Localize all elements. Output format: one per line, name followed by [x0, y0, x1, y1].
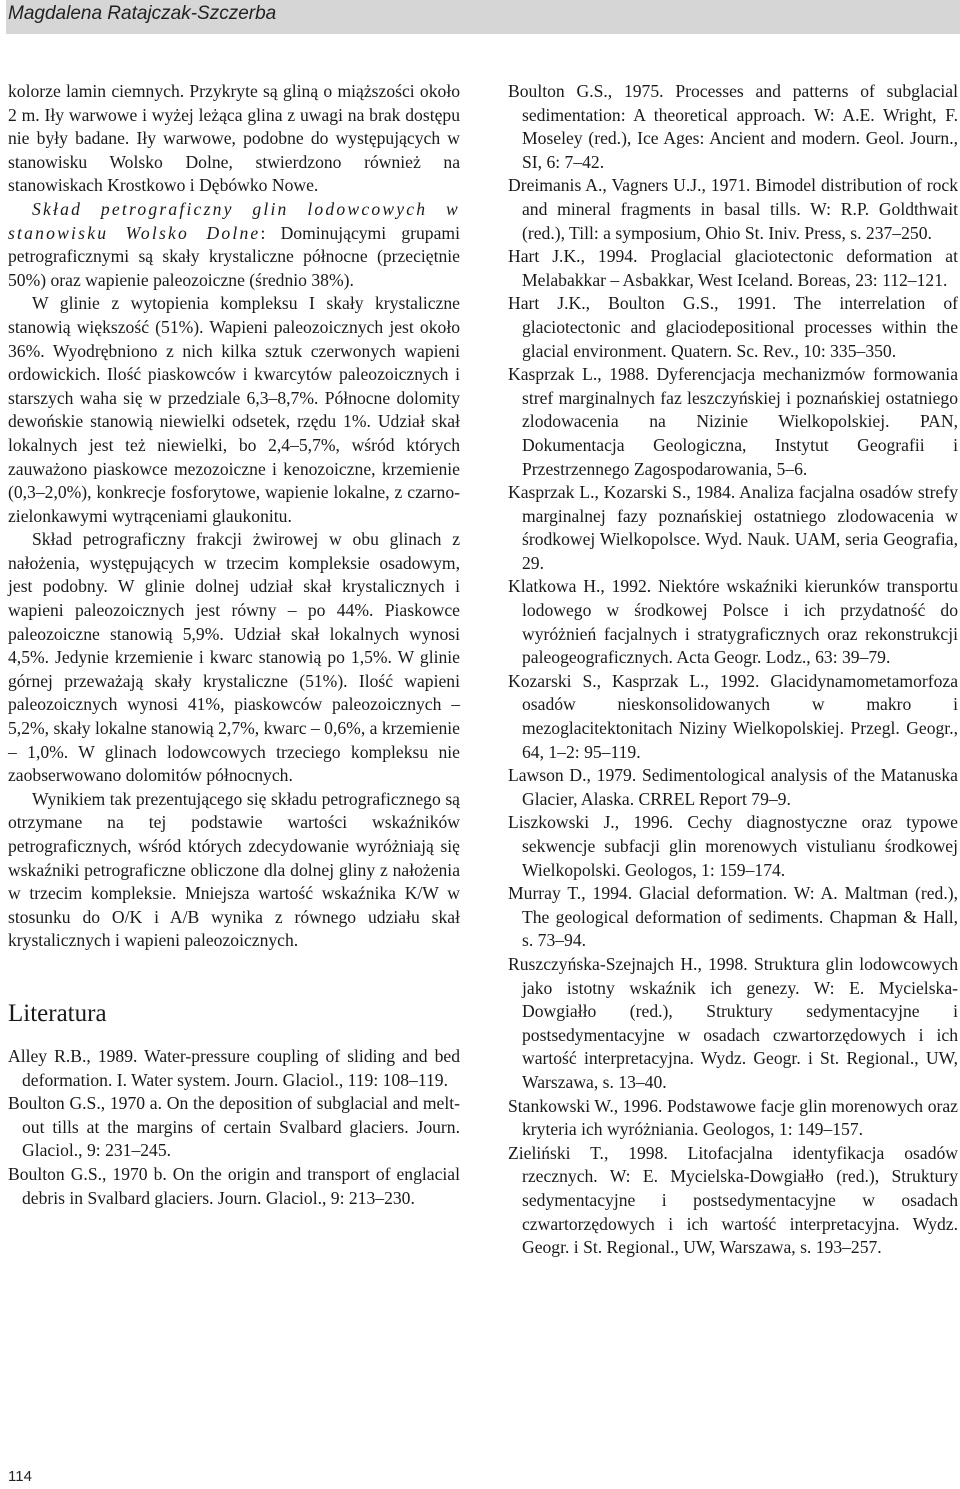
section-lead-heading: Skład petrograficzny glin lodowcowych w stanowisku Wolsko Dolne	[8, 198, 460, 243]
reference-item: Kasprzak L., 1988. Dyferencjacja mechanizmów formowania stref marginalnych faz leszczyńskiej i poznańskiej ostatniego zlodowacenia na Nizinie Wielkopolskiej. PAN, Dokumentacja Geologiczna, Instytut Geografii i Przestrzennego Zagospodarowania, 5–6.	[508, 364, 958, 479]
references-list-left	[8, 1045, 460, 1210]
right-column	[508, 80, 958, 1260]
reference-item: Kozarski S., Kasprzak L., 1992. Glacidynamometamorfoza osadów nieskonsolidowanych w makro i mezoglacitektonitach Niziny Wielkopolskiej. Przegl. Geogr., 64, 1–2: 95–119.	[508, 670, 958, 762]
paragraph: Skład petrograficzny frakcji żwirowej w obu glinach z nałożenia, występujących w trzecim kompleksie osadowym, jest podobny. W glinie dolnej udział skał krystalicznych i wapieni paleozoicznych jest równy – po 44%. Piaskowce paleozoiczne stanowią 5,9%. Udział skał lokalnych wynosi 4,5%. Jedynie krzemienie i kwarc stanowią po 1,5%. W glinie górnej przeważają skały krystaliczne (51%). Ilość wapieni paleozoicznych wynosi 41%, piaskowców paleozoicznych – 5,2%, skały lokalne stanowią 2,7%, kwarc – 0,6%, a krzemienie – 1,0%. W glinach lodowcowych trzeciego kompleksu nie zaobserwowano dolomitów północnych.	[8, 529, 460, 786]
reference-item: Dreimanis A., Vagners U.J., 1971. Bimodel distribution of rock and mineral fragments in basal tills. W: R.P. Goldthwait (red.), Till: a symposium, Ohio St. Iniv. Press, s. 237–250.	[508, 175, 958, 243]
reference-item: Zieliński T., 1998. Litofacjalna identyfikacja osadów rzecznych. W: E. Mycielska-Dowgiałło (red.), Struktury sedymentacyjne i postsedymentacyjne w osadach czwartorzędowych i ich wartość interpretacyjna. Wydz. Geogr. i St. Regional., UW, Warszawa, s. 193–257.	[508, 1142, 958, 1258]
references-list-right	[508, 80, 958, 1260]
reference-item: Klatkowa H., 1992. Niektóre wskaźniki kierunków transportu lodowego w środkowej Polsce i ich przydatność do wyróżnień facjalnych i stratygraficznych oraz rekonstrukcji paleogeograficznych. Acta Geogr. Lodz., 63: 39–79.	[508, 576, 958, 668]
paragraph	[8, 198, 460, 292]
author-name: Magdalena Ratajczak-Szczerba	[8, 3, 277, 24]
reference-item: Ruszczyńska-Szejnajch H., 1998. Struktura glin lodowcowych jako istotny wskaźnik ich genezy. W: E. Mycielska-Dowgiałło (red.), Struktury sedymentacyjne i postsedymentacyjne w osadach czwartorzędowych i ich wartość interpretacyjna. Wydz. Geogr. i St. Regional., UW, Warszawa, s. 13–40.	[508, 953, 958, 1092]
reference-item: Alley R.B., 1989. Water-pressure coupling of sliding and bed deformation. I. Water system. Journ. Glaciol., 119: 108–119.	[8, 1045, 460, 1090]
paragraph: W glinie z wytopienia kompleksu I skały krystaliczne stanowią większość (51%). Wapieni paleozoicznych jest około 36%. Wyodrębniono z nich kilka sztuk czerwonych wapieni ordowickich. Ilość piaskowców i kwarcytów paleozoicznych i starszych waha się w przedziale 6,3–8,7%. Północne dolomity dewońskie stanowią niewielki odsetek, rzędu 1%. Udział skał lokalnych jest też niewielki, bo 2,4–5,7%, wśród których zauważono piaskowce mezozoiczne i kenozoiczne, krzemienie (0,3–2,0%), konkrecje fosforytowe, wapienie lokalne, z czarno-zielonkawymi wytrąceniami glaukonitu.	[8, 293, 460, 526]
reference-item: Stankowski W., 1996. Podstawowe facje glin morenowych oraz kryteria ich wyróżniania. Geologos, 1: 149–157.	[508, 1095, 958, 1140]
paragraph-text: : Dominującymi grupami petrograficznymi są skały krystaliczne północne (przeciętnie 50%) oraz wapienie paleozoiczne (średnio 38%).	[8, 222, 460, 290]
page-number: 114	[8, 1468, 32, 1485]
running-header	[6, 0, 960, 34]
reference-item: Boulton G.S., 1975. Processes and patterns of subglacial sedimentation: A theoretical approach. W: A.E. Wright, F. Moseley (red.), Ice Ages: Ancient and modern. Geol. Journ., SI, 6: 7–42.	[508, 81, 958, 172]
left-column	[8, 80, 460, 1210]
reference-item: Kasprzak L., Kozarski S., 1984. Analiza facjalna osadów strefy marginalnej fazy poznańskiej ostatniego zlodowacenia w środkowej Wielkopolsce. Wyd. Nauk. UAM, seria Geografia, 29.	[508, 482, 958, 573]
reference-item: Hart J.K., 1994. Proglacial glaciotectonic deformation at Melabakkar – Asbakkar, West Iceland. Boreas, 23: 112–121.	[508, 246, 958, 290]
reference-item: Hart J.K., Boulton G.S., 1991. The interrelation of glaciotectonic and glaciodepositional processes within the glacial environment. Quatern. Sc. Rev., 10: 335–350.	[508, 293, 958, 361]
paragraph: Wynikiem tak prezentującego się składu petrograficznego są otrzymane na tej podstawie wartości wskaźników petrograficznych, wśród których zdecydowanie wyróżniają się wskaźniki petrograficzne obliczone dla dolnej gliny z nałożenia w trzecim kompleksie. Mniejsza wartość wskaźnika K/W w stosunku do O/K i A/B wynika z równego udziału skał krystalicznych i wapieni paleozoicznych.	[8, 788, 460, 951]
reference-item: Boulton G.S., 1970 a. On the deposition of subglacial and melt-out tills at the margins of certain Svalbard glaciers. Journ. Glaciol., 9: 231–245.	[8, 1093, 460, 1161]
reference-item: Lawson D., 1979. Sedimentological analysis of the Matanuska Glacier, Alaska. CRREL Report 79–9.	[508, 765, 958, 809]
reference-item: Murray T., 1994. Glacial deformation. W: A. Maltman (red.), The geological deformation of sediments. Chapman & Hall, s. 73–94.	[508, 883, 958, 951]
reference-item: Liszkowski J., 1996. Cechy diagnostyczne oraz typowe sekwencje subfacji glin morenowych vistulianu środkowej Wielkopolski. Geologos, 1: 159–174.	[508, 812, 958, 880]
paragraph: kolorze lamin ciemnych. Przykryte są gliną o miąższości około 2 m. Iły warwowe i wyżej leżąca glina z uwagi na brak dostępu nie były badane. Iły warwowe, podobne do występujących w stanowisku Wolsko Dolne, stwierdzono również na stanowiskach Krostkowo i Dębówko Nowe.	[8, 81, 460, 196]
reference-item: Boulton G.S., 1970 b. On the origin and transport of englacial debris in Svalbard glaciers. Journ. Glaciol., 9: 213–230.	[8, 1163, 460, 1208]
references-heading: Literatura	[8, 999, 107, 1027]
